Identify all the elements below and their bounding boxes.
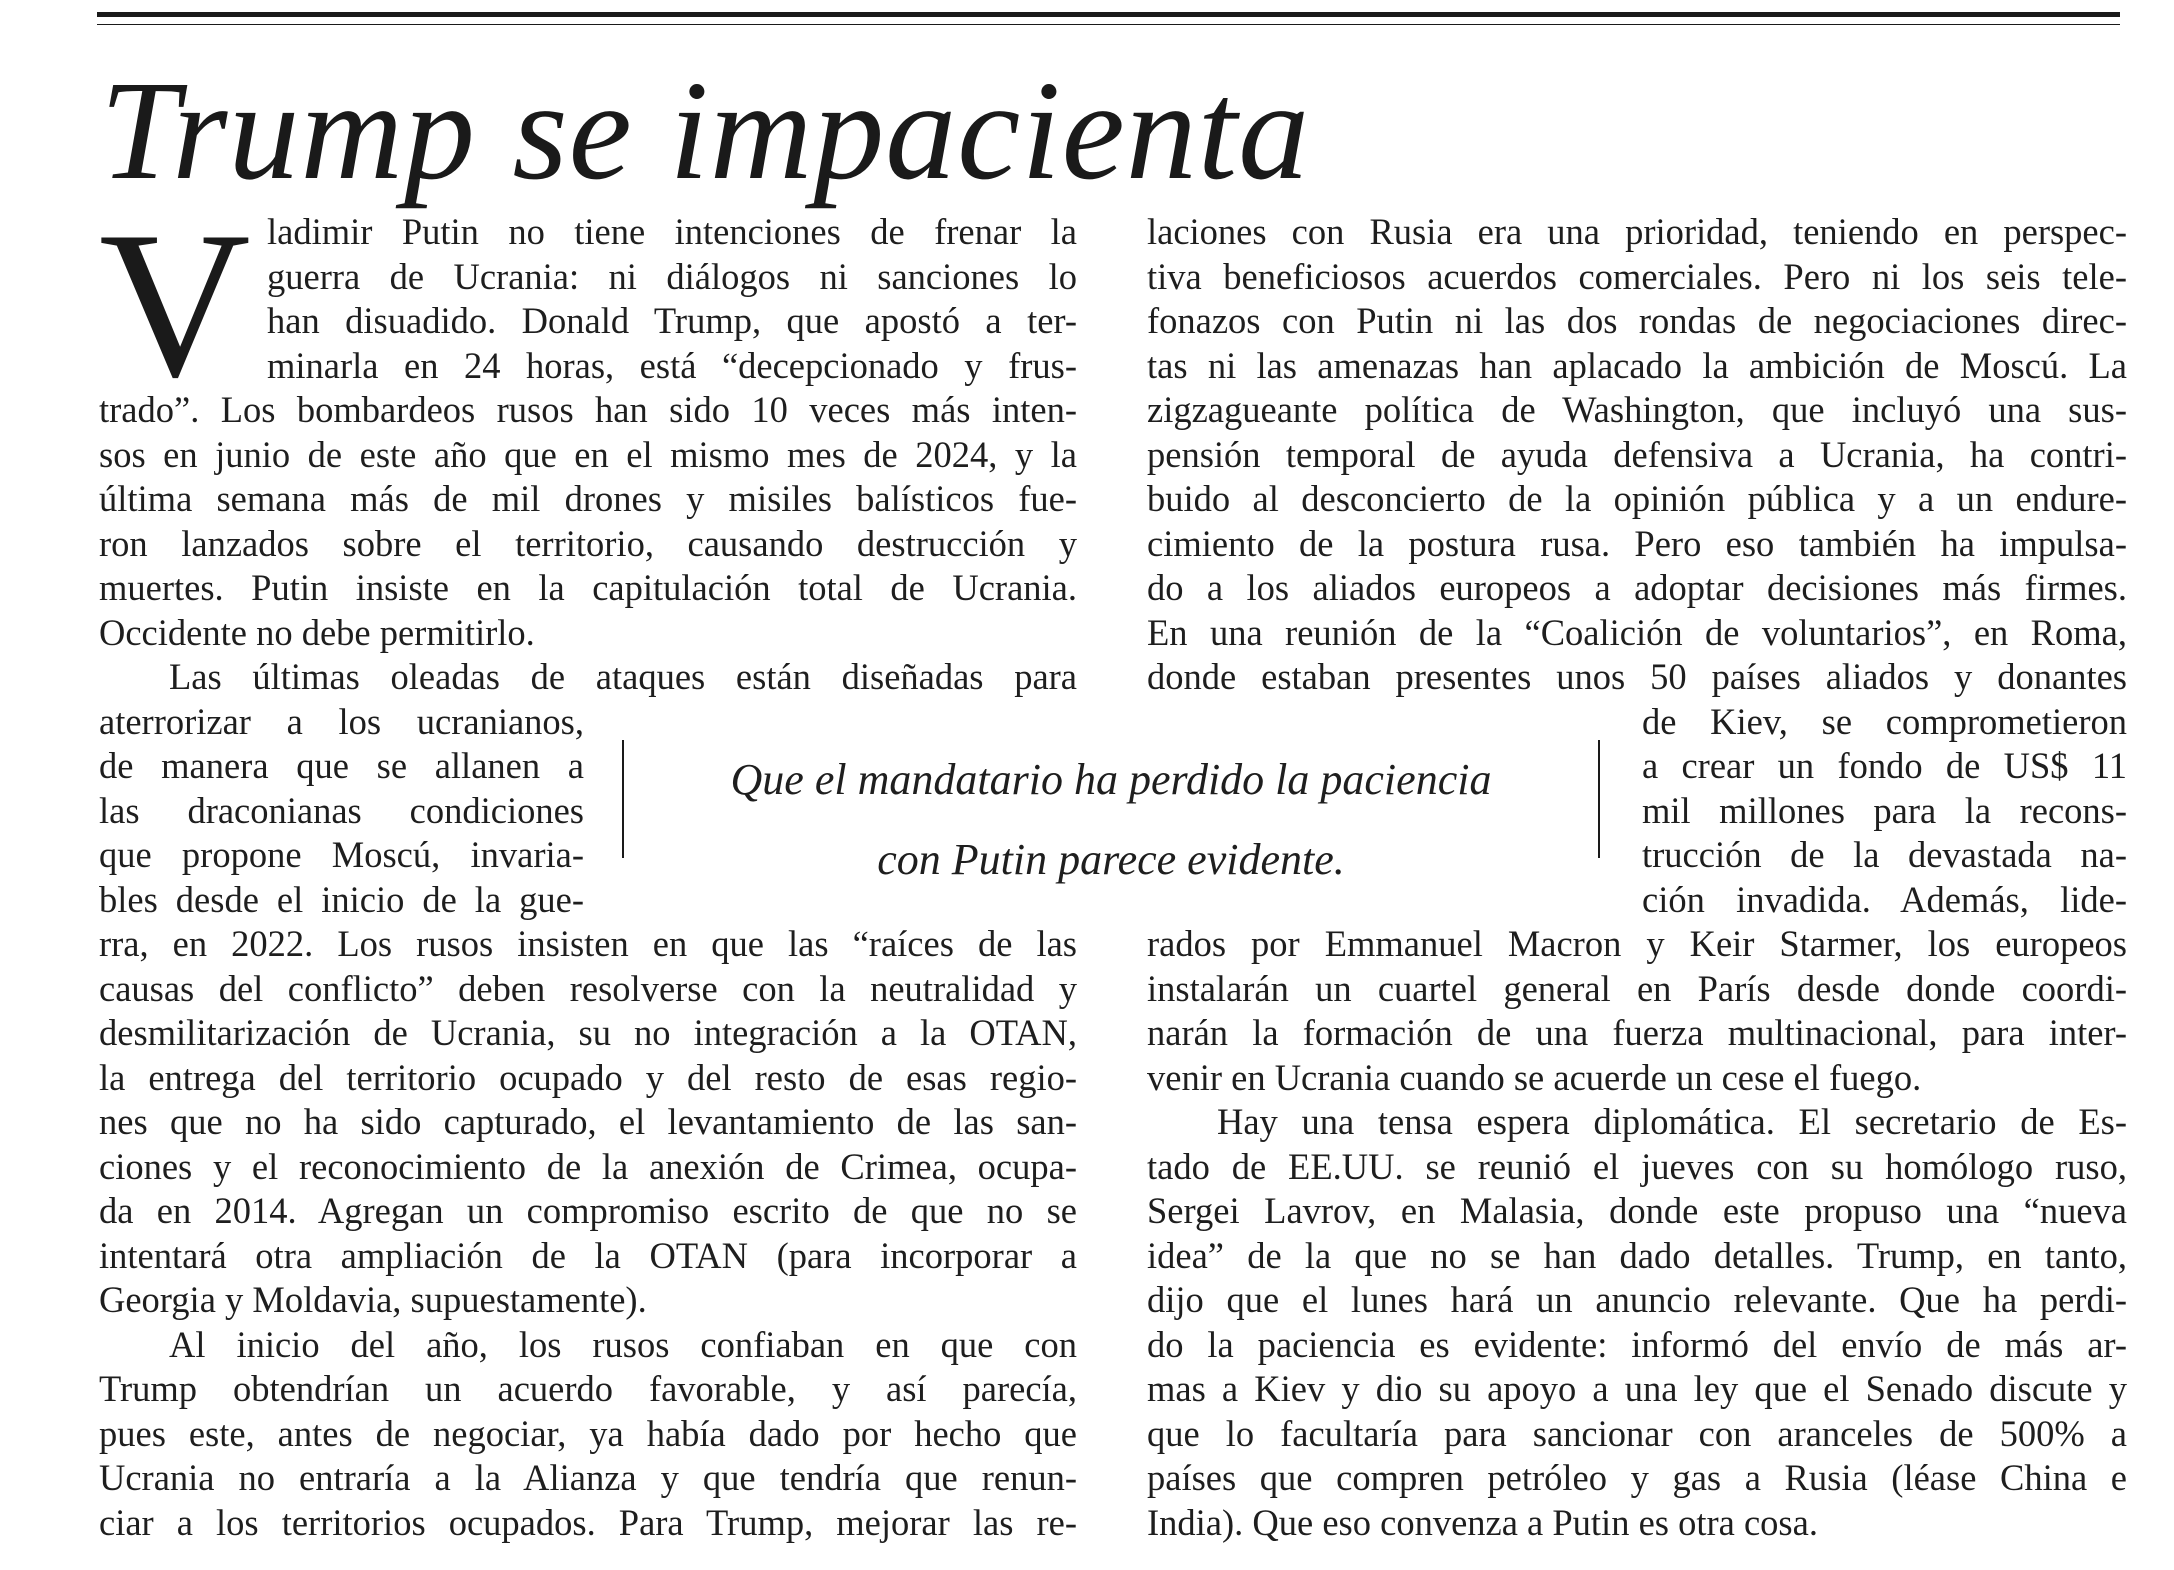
text-line: do a los aliados europeos a adoptar decisiones más firmes. — [1147, 567, 2127, 608]
text-line: desmilitarización de Ucrania, su no integración a la OTAN, — [99, 1012, 1077, 1053]
text-line: buido al desconcierto de la opinión pública y a un endure- — [1147, 478, 2127, 519]
text-line: donde estaban presentes unos 50 países aliados y donantes — [1147, 656, 2127, 697]
headline: Trump se impacienta — [100, 51, 1311, 209]
text-line: trado”. Los bombardeos rusos han sido 10 veces más inten- — [99, 389, 1077, 430]
text-line: bles desde el inicio de la gue- — [99, 878, 584, 920]
text-line: fonazos con Putin ni las dos rondas de negociaciones direc- — [1147, 300, 2127, 341]
drop-cap: V — [99, 189, 251, 421]
text-line: tado de EE.UU. se reunió el jueves con su homólogo ruso, — [1147, 1145, 2127, 1187]
text-line: nes que no ha sido capturado, el levantamiento de las san- — [99, 1101, 1077, 1142]
text-line: tiva beneficiosos acuerdos comerciales. Pero ni los seis tele- — [1147, 255, 2127, 297]
text-line: última semana más de mil drones y misiles balísticos fue- — [99, 478, 1077, 519]
text-line: En una reunión de la “Coalición de voluntarios”, en Roma, — [1147, 611, 2127, 653]
text-line: Sergei Lavrov, en Malasia, donde este propuso una “nueva — [1147, 1190, 2127, 1231]
text-line: Hay una tensa espera diplomática. El secretario de Es- — [1217, 1101, 2127, 1142]
text-line: sos en junio de este año que en el mismo mes de 2024, y la — [99, 433, 1077, 475]
text-line: de Kiev, se comprometieron — [1642, 700, 2127, 742]
text-line: Al inicio del año, los rusos confiaban en que con — [169, 1323, 1077, 1365]
text-line: guerra de Ucrania: ni diálogos ni sanciones lo — [267, 255, 1077, 297]
text-line: laciones con Rusia era una prioridad, teniendo en perspec- — [1147, 211, 2127, 252]
text-line: tas ni las amenazas han aplacado la ambición de Moscú. La — [1147, 344, 2127, 386]
text-line: trucción de la devastada na- — [1642, 834, 2127, 875]
pull-quote-text — [622, 740, 1600, 900]
text-line: que propone Moscú, invaria- — [99, 834, 584, 875]
top-rule-thin — [97, 24, 2120, 25]
text-line: ción invadida. Además, lide- — [1642, 878, 2127, 920]
top-rule-thick — [97, 12, 2120, 17]
text-line: ladimir Putin no tiene intenciones de frenar la — [267, 211, 1077, 252]
text-line: cimiento de la postura rusa. Pero eso también ha impulsa- — [1147, 522, 2127, 564]
text-line: a crear un fondo de US$ 11 — [1642, 745, 2127, 786]
text-line: aterrorizar a los ucranianos, — [99, 700, 584, 742]
text-line: ciar a los territorios ocupados. Para Trump, mejorar las re- — [99, 1501, 1077, 1543]
text-line: idea” de la que no se han dado detalles. Trump, en tanto, — [1147, 1234, 2127, 1276]
text-line: pues este, antes de negociar, ya había dado por hecho que — [99, 1412, 1077, 1454]
text-line: Trump obtendrían un acuerdo favorable, y así parecía, — [99, 1368, 1077, 1409]
text-line: rra, en 2022. Los rusos insisten en que las “raíces de las — [99, 923, 1077, 964]
text-line: Ucrania no entraría a la Alianza y que tendría que renun- — [99, 1457, 1077, 1498]
text-line: mas a Kiev y dio su apoyo a una ley que el Senado discute y — [1147, 1368, 2127, 1409]
text-line: ciones y el reconocimiento de la anexión de Crimea, ocupa- — [99, 1145, 1077, 1187]
text-line: las draconianas condiciones — [99, 789, 584, 831]
text-line: Las últimas oleadas de ataques están diseñadas para — [169, 656, 1077, 697]
text-line: mil millones para la recons- — [1642, 789, 2127, 831]
text-line: dijo que el lunes hará un anuncio relevante. Que ha perdi- — [1147, 1279, 2127, 1320]
text-line: venir en Ucrania cuando se acuerde un cese el fuego. — [1147, 1056, 1922, 1098]
text-line: Georgia y Moldavia, supuestamente). — [99, 1279, 647, 1320]
text-line: países que compren petróleo y gas a Rusia (léase China e — [1147, 1457, 2127, 1498]
text-line: pensión temporal de ayuda defensiva a Ucrania, ha contri- — [1147, 433, 2127, 475]
text-line: de manera que se allanen a — [99, 745, 584, 786]
text-line: minarla en 24 horas, está “decepcionado y frus- — [267, 344, 1077, 386]
text-line: India). Que eso convenza a Putin es otra cosa. — [1147, 1501, 1818, 1543]
text-line: instalarán un cuartel general en París desde donde coordi- — [1147, 967, 2127, 1009]
text-line: da en 2014. Agregan un compromiso escrito de que no se — [99, 1190, 1077, 1231]
pull-quote — [622, 740, 1600, 884]
text-line: ron lanzados sobre el territorio, causando destrucción y — [99, 522, 1077, 564]
text-line: muertes. Putin insiste en la capitulación total de Ucrania. — [99, 567, 1077, 608]
text-line: la entrega del territorio ocupado y del resto de esas regio- — [99, 1056, 1077, 1098]
text-line: han disuadido. Donald Trump, que apostó a ter- — [267, 300, 1077, 341]
text-line: causas del conflicto” deben resolverse con la neutralidad y — [99, 967, 1077, 1009]
text-line: que lo facultaría para sancionar con aranceles de 500% a — [1147, 1412, 2127, 1454]
text-line: rados por Emmanuel Macron y Keir Starmer, los europeos — [1147, 923, 2127, 964]
text-line: zigzagueante política de Washington, que incluyó una sus- — [1147, 389, 2127, 430]
pull-quote-line-1: Que el mandatario ha perdido la paciencia — [730, 755, 1492, 804]
text-line: narán la formación de una fuerza multinacional, para inter- — [1147, 1012, 2127, 1053]
text-line: do la paciencia es evidente: informó del envío de más ar- — [1147, 1323, 2127, 1365]
text-line: Occidente no debe permitirlo. — [99, 611, 535, 653]
text-line: intentará otra ampliación de la OTAN (para incorporar a — [99, 1234, 1077, 1276]
pull-quote-line-2: con Putin parece evidente. — [877, 835, 1345, 884]
